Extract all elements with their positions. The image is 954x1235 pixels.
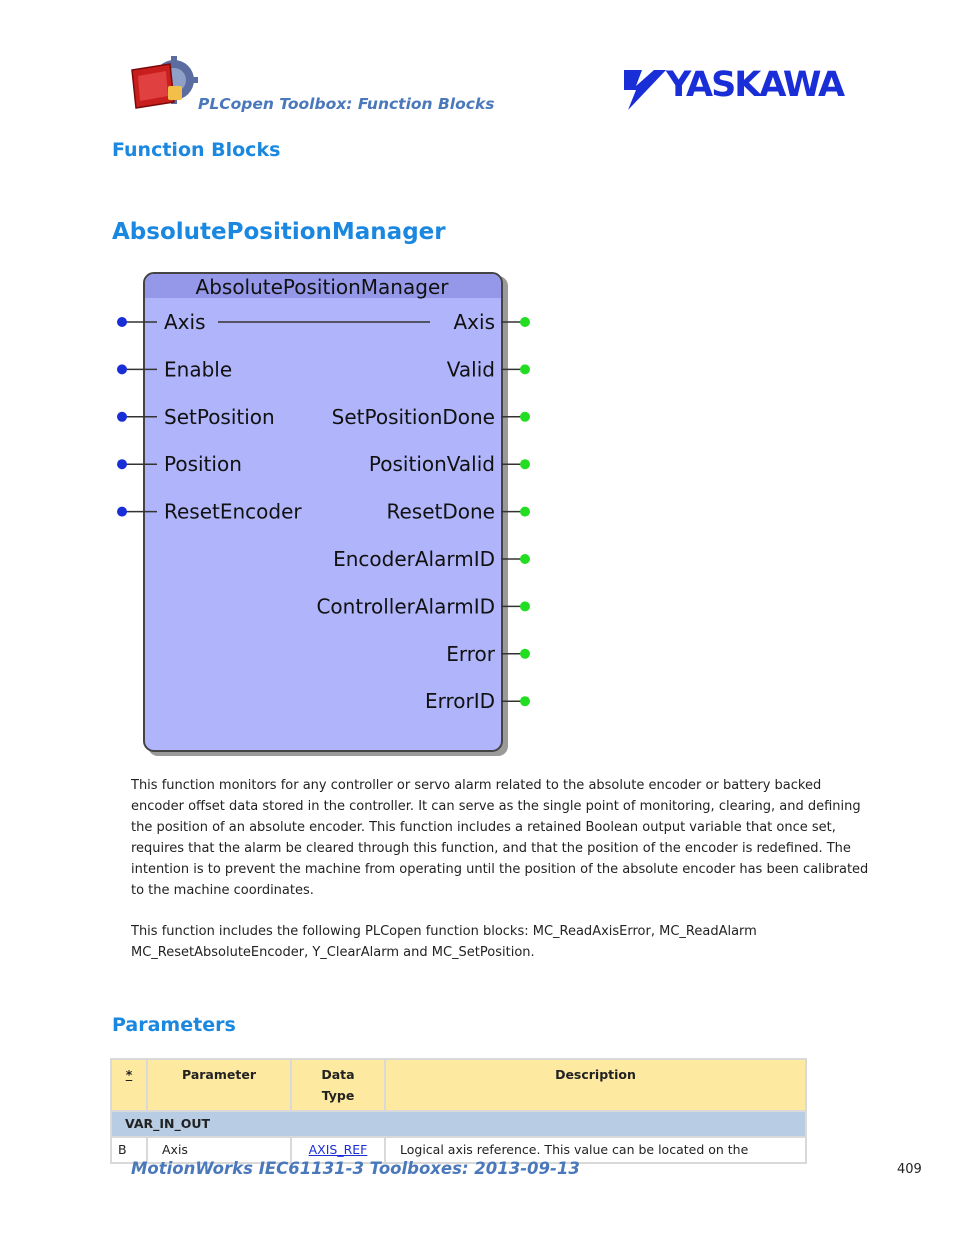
input-label-enable: Enable: [164, 357, 233, 382]
input-label-axis: Axis: [164, 310, 206, 334]
input-label-set-position: SetPosition: [164, 404, 275, 429]
page-title: AbsolutePositionManager: [112, 219, 446, 245]
input-label-reset-encoder: ResetEncoder: [164, 499, 302, 524]
footer-title: MotionWorks IEC61131-3 Toolboxes: 2013-09-13: [131, 1159, 580, 1178]
output-label-valid: Valid: [446, 357, 495, 382]
input-pin-set-position[interactable]: [117, 412, 127, 422]
page-number: 409: [897, 1162, 922, 1177]
section-title: Function Blocks: [112, 139, 281, 161]
output-pin-encoder-alarm-id[interactable]: [520, 554, 530, 564]
header-subtitle: PLCopen Toolbox: Function Blocks: [198, 95, 495, 113]
block-title: AbsolutePositionManager: [195, 275, 449, 299]
paragraph-line: requires that the alarm be cleared through this function, and that the position of the encoder is redefined. The: [131, 841, 851, 856]
yaskawa-wordmark: YASKAWA: [666, 65, 844, 105]
output-pin-controller-alarm-id[interactable]: [520, 601, 530, 611]
output-label-axis: Axis: [453, 310, 495, 334]
input-pin-axis[interactable]: [117, 317, 127, 327]
plcopen-toolbox-logo-icon: [128, 56, 200, 112]
header-parameter: Parameter: [148, 1060, 290, 1110]
header-description: Description: [386, 1060, 805, 1110]
paragraph-line: to the machine coordinates.: [131, 883, 314, 898]
output-label-reset-done: ResetDone: [386, 499, 495, 524]
parameters-heading: Parameters: [112, 1014, 236, 1036]
header-data-type: Data Type: [292, 1060, 384, 1110]
includes-paragraph: [131, 921, 851, 963]
paragraph-line: This function includes the following PLCopen function blocks: MC_ReadAxisError, MC_ReadAlarm: [131, 924, 757, 939]
output-pin-axis[interactable]: [520, 317, 530, 327]
cell-parameter: Axis: [148, 1138, 290, 1162]
yaskawa-logo: [622, 66, 844, 112]
output-label-error-id: ErrorID: [424, 689, 495, 714]
cell-star: B: [112, 1138, 146, 1162]
paragraph-line: This function monitors for any controller or servo alarm related to the absolute encoder or battery backed: [131, 778, 822, 793]
input-label-position: Position: [164, 452, 242, 477]
parameters-table: [110, 1058, 807, 1164]
input-pin-enable[interactable]: [117, 364, 127, 374]
paragraph-line: encoder offset data stored in the controller. It can serve as the single point of monitoring, clearing, and defining: [131, 799, 861, 814]
output-label-set-position-done: SetPositionDone: [331, 404, 495, 429]
output-label-position-valid: PositionValid: [368, 452, 495, 477]
paragraph-line: intention is to prevent the machine from operating until the position of the absolute encoder has been calibrated: [131, 862, 869, 877]
output-label-controller-alarm-id: ControllerAlarmID: [316, 594, 495, 619]
description-paragraph: [131, 775, 869, 901]
axis-ref-link[interactable]: AXIS_REF: [308, 1142, 368, 1157]
yaskawa-emblem-icon: [622, 66, 666, 112]
output-pin-set-position-done[interactable]: [520, 412, 530, 422]
paragraph-line: MC_ResetAbsoluteEncoder, Y_ClearAlarm and MC_SetPosition.: [131, 945, 535, 960]
output-pin-error[interactable]: [520, 649, 530, 659]
cell-description: Logical axis reference. This value can be located on the: [386, 1138, 805, 1162]
header-star: *: [112, 1060, 146, 1110]
paragraph-line: the position of an absolute encoder. This function includes a retained Boolean output variable that once set,: [131, 820, 836, 835]
input-pin-position[interactable]: [117, 459, 127, 469]
input-pin-reset-encoder[interactable]: [117, 507, 127, 517]
section-row-var-in-out: VAR_IN_OUT: [112, 1112, 805, 1136]
output-label-encoder-alarm-id: EncoderAlarmID: [333, 547, 495, 571]
output-label-error: Error: [446, 641, 495, 666]
output-pin-reset-done[interactable]: [520, 507, 530, 517]
table-header-row: [112, 1060, 805, 1110]
output-pin-error-id[interactable]: [520, 696, 530, 706]
function-block-diagram: [110, 266, 540, 760]
output-pin-position-valid[interactable]: [520, 459, 530, 469]
output-pin-valid[interactable]: [520, 364, 530, 374]
